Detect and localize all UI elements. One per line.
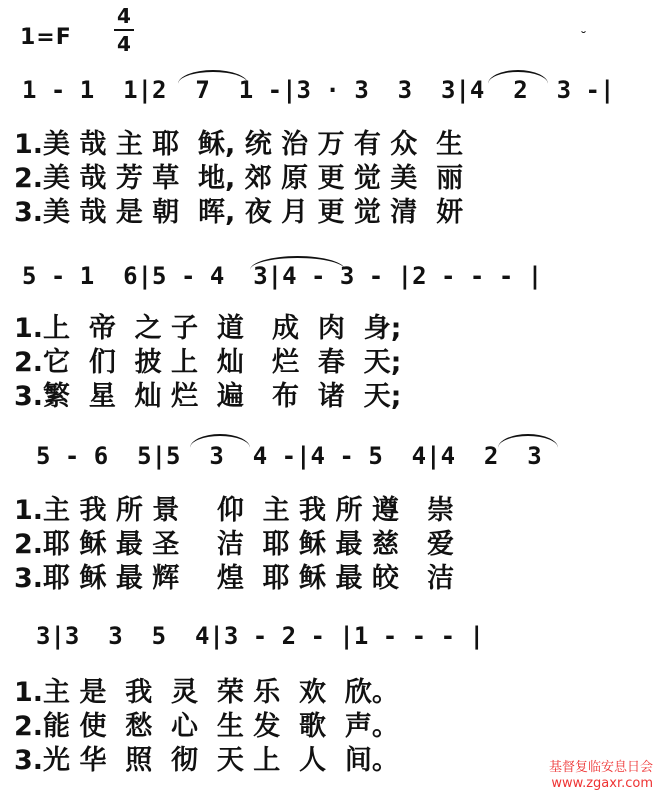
system-2-lyric-1: 1.上 帝 之 子 道 成 肉 身; bbox=[14, 313, 402, 344]
breath-mark: ˘ bbox=[580, 30, 587, 46]
system-4-notes: 3|3 3 5 4|3 - 2 - |1 - - - | bbox=[36, 622, 484, 650]
tie-slur bbox=[178, 70, 248, 84]
system-4-lyric-1: 1.主 是 我 灵 荣 乐 欢 欣。 bbox=[14, 677, 399, 708]
watermark-line-2: www.zgaxr.com bbox=[551, 776, 653, 791]
system-4-lyric-3: 3.光 华 照 彻 天 上 人 间。 bbox=[14, 745, 399, 776]
tie-slur bbox=[498, 434, 558, 448]
system-3-notes: 5 - 6 5|5 3 4 -|4 - 5 4|4 2 3 bbox=[36, 442, 542, 470]
time-signature-top: 4 bbox=[117, 4, 131, 28]
time-signature-bar bbox=[114, 29, 134, 31]
system-3-lyric-2: 2.耶 稣 最 圣 洁 耶 稣 最 慈 爱 bbox=[14, 529, 455, 560]
system-4-lyric-2: 2.能 使 愁 心 生 发 歌 声。 bbox=[14, 711, 399, 742]
system-3-lyric-3: 3.耶 稣 最 辉 煌 耶 稣 最 皎 洁 bbox=[14, 563, 455, 594]
tie-slur bbox=[488, 70, 548, 84]
system-2-lyric-3: 3.繁 星 灿 烂 遍 布 诸 天; bbox=[14, 381, 402, 412]
system-1-lyric-3: 3.美 哉 是 朝 晖, 夜 月 更 觉 清 妍 bbox=[14, 197, 464, 228]
tie-slur bbox=[190, 434, 250, 448]
system-3-lyric-1: 1.主 我 所 景 仰 主 我 所 遵 崇 bbox=[14, 495, 455, 526]
tie-slur bbox=[250, 256, 345, 270]
system-1-notes: 1 - 1 1|2 7 1 -|3 · 3 3 3|4 2 3 -| bbox=[22, 76, 615, 104]
key-signature: 1=F bbox=[20, 25, 72, 50]
time-signature bbox=[112, 6, 136, 54]
watermark-line-1: 基督复临安息日会 bbox=[548, 760, 653, 775]
system-2-notes: 5 - 1 6|5 - 4 3|4 - 3 - |2 - - - | bbox=[22, 262, 543, 290]
watermark bbox=[549, 760, 653, 792]
time-signature-bottom: 4 bbox=[117, 32, 131, 56]
system-2-lyric-2: 2.它 们 披 上 灿 烂 春 天; bbox=[14, 347, 402, 378]
system-1-lyric-1: 1.美 哉 主 耶 稣, 统 治 万 有 众 生 bbox=[14, 129, 464, 160]
system-1-lyric-2: 2.美 哉 芳 草 地, 郊 原 更 觉 美 丽 bbox=[14, 163, 464, 194]
